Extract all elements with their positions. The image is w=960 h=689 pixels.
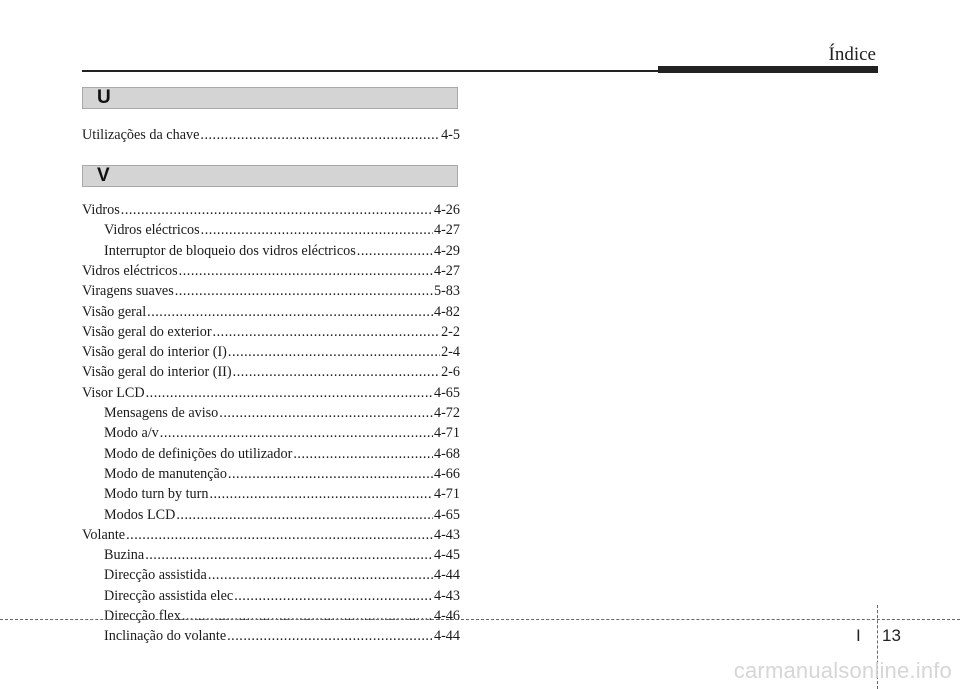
dot-leader — [145, 547, 433, 564]
dot-leader — [213, 324, 441, 341]
index-subentry — [104, 567, 460, 587]
entry-text: Modos LCD — [104, 506, 176, 523]
dot-leader — [293, 446, 433, 463]
index-subentry — [104, 243, 460, 263]
index-entry — [82, 527, 460, 547]
dot-leader — [121, 202, 433, 219]
index-subentry — [104, 222, 460, 242]
entry-text: Direcção assistida elec — [104, 587, 234, 604]
index-entry — [82, 263, 460, 283]
entry-page: 4-5 — [441, 127, 460, 143]
entry-text: Visão geral do exterior — [82, 323, 212, 340]
index-entry — [82, 202, 460, 222]
entry-text: Vidros — [82, 202, 120, 218]
entry-text: Visão geral — [82, 303, 147, 320]
index-entry — [82, 344, 460, 364]
dot-leader — [146, 385, 433, 402]
entry-text: Modo turn by turn — [104, 486, 209, 503]
dot-leader — [176, 507, 433, 524]
index-entry — [82, 324, 460, 344]
entry-page: 2-6 — [441, 364, 460, 381]
footer-page-number: 13 — [882, 626, 901, 645]
dot-leader — [233, 364, 440, 381]
entry-text: Viragens suaves — [82, 283, 174, 300]
entry-page: 2-4 — [441, 344, 460, 361]
dot-leader — [201, 222, 433, 239]
dot-leader — [200, 127, 440, 144]
index-subentry — [104, 547, 460, 567]
entry-text: Visor LCD — [82, 384, 145, 401]
index-subentry — [104, 507, 460, 527]
entry-page: 4-26 — [433, 202, 460, 218]
index-entry — [82, 127, 460, 147]
index-subentry — [104, 425, 460, 445]
dot-leader — [179, 263, 433, 280]
entry-page: 4-66 — [433, 465, 460, 482]
index-subentry — [104, 466, 460, 486]
index-entry — [82, 385, 460, 405]
dot-leader — [126, 527, 433, 544]
entry-text: Vidros eléctricos — [82, 262, 178, 279]
dot-leader — [219, 405, 433, 422]
entry-page: 4-44 — [433, 628, 460, 645]
entry-page: 4-45 — [433, 547, 460, 564]
header-rule-accent — [658, 66, 878, 73]
entry-text: Direcção flex — [104, 608, 181, 624]
entry-text: Modo a/v — [104, 425, 159, 442]
index-subentry — [104, 486, 460, 506]
index-entry — [82, 283, 460, 303]
index-subentry — [104, 446, 460, 466]
dot-leader — [357, 243, 433, 260]
entry-text: Vidros eléctricos — [104, 222, 200, 239]
dot-leader — [160, 425, 433, 442]
entry-page: 4-68 — [433, 445, 460, 462]
entry-page: 4-71 — [433, 425, 460, 442]
dot-leader — [147, 304, 433, 321]
dot-leader — [182, 608, 433, 625]
watermark: carmanualsonline.info — [733, 658, 952, 683]
dot-leader — [228, 466, 433, 483]
entry-text: Direcção assistida — [104, 567, 207, 584]
section-letter: U — [97, 87, 111, 108]
index-entry — [82, 304, 460, 324]
entry-page: 4-46 — [433, 608, 460, 624]
entry-page: 4-72 — [433, 405, 460, 421]
dot-leader — [227, 628, 433, 645]
entry-page: 4-27 — [433, 262, 460, 279]
entry-page: 4-29 — [433, 242, 460, 259]
entry-page: 4-27 — [433, 222, 460, 239]
dot-leader — [175, 283, 433, 300]
entry-text: Visão geral do interior (II) — [82, 364, 232, 381]
dot-leader — [234, 588, 433, 605]
dot-leader — [209, 486, 433, 503]
footer-section-label: I — [856, 626, 861, 645]
index-subentry — [104, 628, 460, 648]
entry-page: 5-83 — [433, 283, 460, 300]
entry-text: Modo de definições do utilizador — [104, 445, 293, 462]
dot-leader — [228, 344, 440, 361]
footer-divider — [0, 619, 960, 620]
entry-page: 4-71 — [433, 486, 460, 503]
entry-text: Interruptor de bloqueio dos vidros eléctricos — [104, 242, 356, 259]
entry-text: Visão geral do interior (I) — [82, 344, 227, 361]
entry-page: 4-82 — [433, 303, 460, 320]
entry-page: 4-65 — [433, 384, 460, 401]
section-header-v — [82, 165, 458, 187]
entry-text: Modo de manutenção — [104, 465, 227, 482]
index-subentry — [104, 608, 460, 628]
entry-page: 4-43 — [433, 587, 460, 604]
dot-leader — [208, 567, 433, 584]
entry-text: Inclinação do volante — [104, 628, 227, 645]
header-rule — [82, 70, 662, 72]
entry-text: Volante — [82, 526, 126, 543]
index-subentry — [104, 405, 460, 425]
index-entry — [82, 364, 460, 384]
header-title: Índice — [828, 44, 876, 65]
entry-page: 4-43 — [433, 526, 460, 543]
section-letter: V — [97, 165, 110, 186]
entry-text: Buzina — [104, 547, 145, 564]
index-subentry — [104, 588, 460, 608]
entry-page: 2-2 — [441, 323, 460, 340]
entry-page: 4-44 — [433, 567, 460, 584]
section-header-u — [82, 87, 458, 109]
entry-text: Mensagens de aviso — [104, 405, 219, 421]
entry-text: Utilizações da chave — [82, 127, 200, 143]
entry-page: 4-65 — [433, 506, 460, 523]
